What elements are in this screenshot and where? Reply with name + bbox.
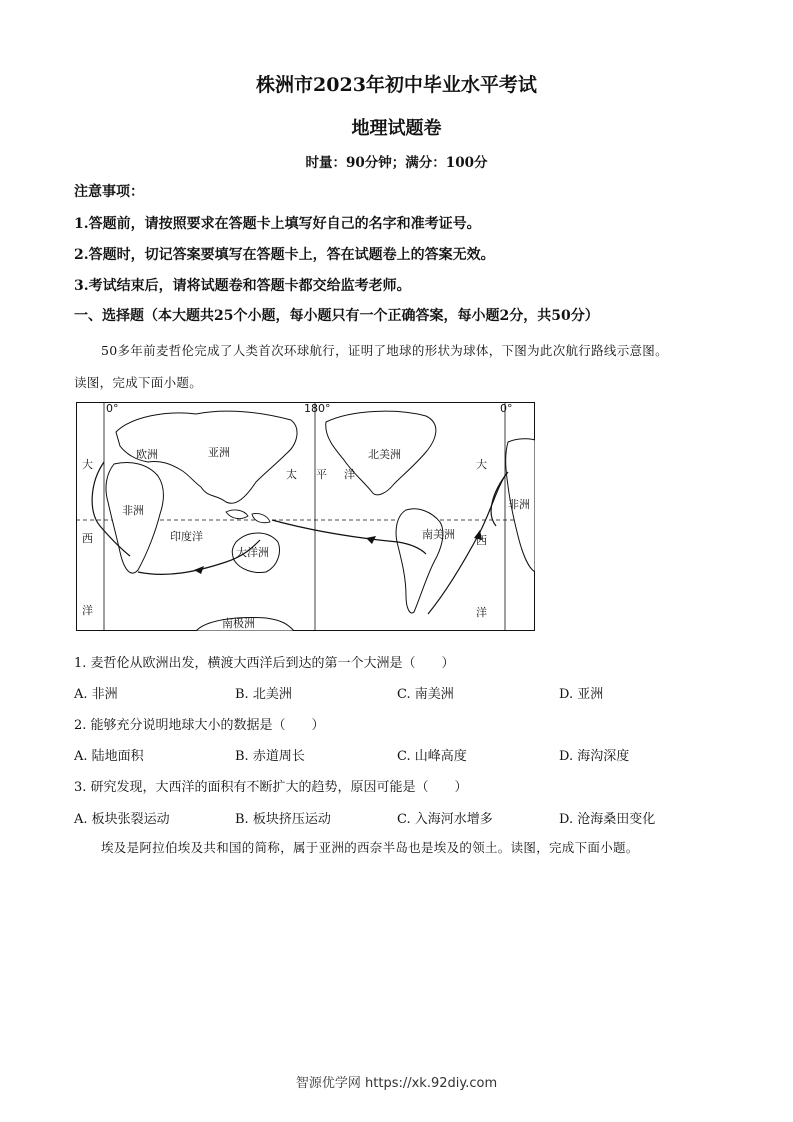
- label-africa-right: 非洲: [508, 498, 530, 511]
- question-2-option-a[interactable]: A. 陆地面积: [74, 749, 144, 764]
- lon-label-180: 180°: [304, 402, 331, 415]
- notes-heading: 注意事项：: [74, 184, 144, 200]
- label-atlantic-right-2: 西: [476, 534, 487, 547]
- question-2-option-d[interactable]: D. 海沟深度: [559, 749, 630, 764]
- question-3-option-b[interactable]: B. 板块挤压运动: [235, 812, 331, 827]
- question-2-stem: 2. 能够充分说明地球大小的数据是（ ）: [74, 718, 325, 733]
- question-2-option-c[interactable]: C. 山峰高度: [397, 749, 467, 764]
- label-atlantic-left-2: 西: [82, 532, 93, 545]
- question-3-stem: 3. 研究发现，大西洋的面积有不断扩大的趋势，原因可能是（ ）: [74, 780, 468, 795]
- exam-subtitle: 地理试题卷: [351, 118, 442, 139]
- passage2-line1: 埃及是阿拉伯埃及共和国的简称，属于亚洲的西奈半岛也是埃及的领土。读图，完成下面小题。: [101, 840, 639, 855]
- question-3-option-c[interactable]: C. 入海河水增多: [397, 812, 493, 827]
- label-atlantic-left-1: 大: [82, 458, 93, 471]
- note-item-1: 1.答题前，请按照要求在答题卡上填写好自己的名字和准考证号。: [74, 216, 481, 232]
- question-2-option-b[interactable]: B. 赤道周长: [235, 749, 305, 764]
- section-heading: 一、选择题（本大题共25个小题，每小题只有一个正确答案，每小题2分，共50分）: [74, 308, 599, 324]
- label-pacific-3: 洋: [344, 468, 355, 481]
- voyage-route-map: [76, 402, 535, 631]
- lon-label-0-left: 0°: [106, 402, 119, 415]
- passage1-line1: 50多年前麦哲伦完成了人类首次环球航行，证明了地球的形状为球体，下图为此次航行路线示意图。: [101, 343, 668, 358]
- label-atlantic-right-1: 大: [476, 458, 487, 471]
- label-south-america: 南美洲: [422, 528, 455, 541]
- label-indian-ocean: 印度洋: [170, 530, 203, 543]
- label-north-america: 北美洲: [368, 448, 401, 461]
- label-africa: 非洲: [122, 504, 144, 517]
- exam-title: 株洲市2023年初中毕业水平考试: [256, 74, 537, 96]
- label-europe: 欧洲: [136, 448, 158, 461]
- question-1-option-a[interactable]: A. 非洲: [74, 687, 118, 702]
- note-item-2: 2.答题时，切记答案要填写在答题卡上，答在试题卷上的答案无效。: [74, 247, 495, 263]
- label-oceania: 大洋洲: [236, 546, 269, 559]
- label-pacific-1: 太: [286, 468, 297, 481]
- question-3-option-a[interactable]: A. 板块张裂运动: [74, 812, 170, 827]
- question-1-stem: 1. 麦哲伦从欧洲出发，横渡大西洋后到达的第一个大洲是（ ）: [74, 656, 455, 671]
- footer-watermark: 智源优学网 https://xk.92diy.com: [295, 1076, 498, 1091]
- question-1-option-c[interactable]: C. 南美洲: [397, 687, 454, 702]
- question-1-option-b[interactable]: B. 北美洲: [235, 687, 292, 702]
- passage1-line2: 读图，完成下面小题。: [74, 375, 203, 390]
- lon-label-0-right: 0°: [500, 402, 513, 415]
- question-3-option-d[interactable]: D. 沧海桑田变化: [559, 812, 656, 827]
- note-item-3: 3.考试结束后，请将试题卷和答题卡都交给监考老师。: [74, 278, 411, 294]
- label-pacific-2: 平: [316, 468, 327, 481]
- label-asia: 亚洲: [208, 446, 230, 459]
- exam-time-info: 时量：90分钟；满分：100分: [305, 155, 488, 171]
- label-antarctica: 南极洲: [222, 617, 255, 630]
- label-atlantic-right-3: 洋: [476, 606, 487, 619]
- label-atlantic-left-3: 洋: [82, 604, 93, 617]
- question-1-option-d[interactable]: D. 亚洲: [559, 687, 604, 702]
